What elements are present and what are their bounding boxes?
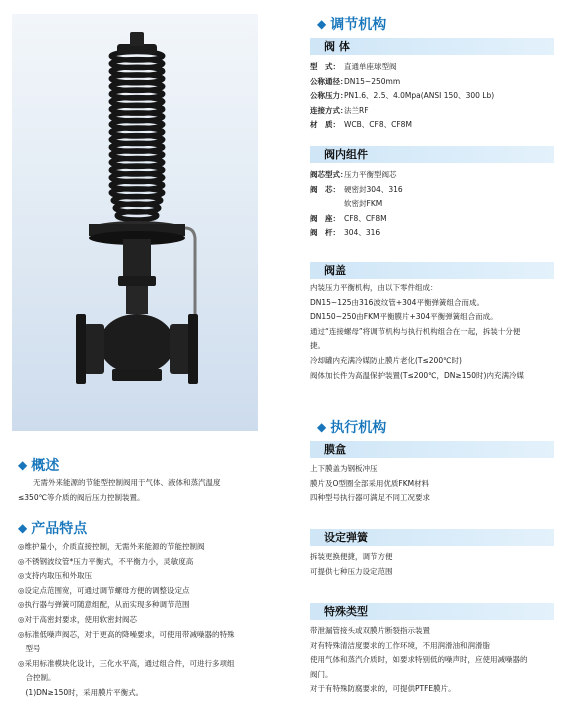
spec-value: CF8、CF8M — [344, 213, 387, 223]
text-line: DN15~125由316波纹管+304平衡弹簧组合而成。 — [310, 297, 484, 307]
text-line: 对有特殊清洁度要求的工作环境，不用润滑油和润滑脂 — [310, 640, 490, 650]
spec-value: PN1.6、2.5、4.0Mpa(ANSI 150、300 Lb) — [344, 91, 495, 101]
text-line: ◎执行器与弹簧可随意组配，从而实现多种调节范围 — [18, 600, 190, 610]
text-line: ≤350℃等介质的阀后压力控制装置。 — [18, 492, 145, 502]
section-features-title: 产品特点 — [31, 521, 88, 537]
spec-value: 直通单座球型阀 — [344, 62, 397, 71]
spec-label: 材 质： — [310, 120, 340, 130]
text-line: 使用气体和蒸汽介质时，如要求特别低的噪声时，应使用减噪器的 — [310, 655, 528, 665]
text-line: 带泄漏管接头或双膜片断裂指示装置 — [310, 626, 430, 635]
text-line: (1)DN≥150时，采用膜片平衡式。 — [18, 687, 144, 697]
spring-coils — [111, 52, 163, 220]
features-list — [18, 540, 235, 701]
valve-illustration — [12, 14, 258, 431]
text-line: 冷却罐内充满冷媒防止膜片老化(T≤200℃时) — [310, 355, 462, 365]
spec-row — [310, 183, 403, 198]
text-line: ◎标准低噪声阀芯，对于更高的降噪要求，可使用带减噪器的特殊 — [18, 629, 235, 639]
spec-value: 304、316 — [344, 228, 381, 238]
section-actuator-title: 执行机构 — [330, 420, 387, 436]
body-bar: 阀 体 — [310, 38, 554, 55]
spec-label: 阀 座： — [310, 213, 340, 223]
text-line: 可提供七种压力设定范围 — [310, 566, 393, 576]
spec-value: 压力平衡型阀芯 — [344, 170, 397, 179]
text-line: ◎对于高密封要求，使用软密封阀芯 — [18, 614, 138, 624]
spec-row — [310, 226, 403, 241]
spec-label: 阀 杆： — [310, 228, 340, 238]
spec-value: 硬密封304、316 — [344, 184, 403, 194]
spec-row — [310, 75, 494, 90]
spec-value: 法兰RF — [344, 105, 369, 115]
product-photo — [12, 14, 258, 431]
spec-label — [310, 197, 344, 212]
spec-row — [310, 197, 403, 212]
spec-label: 公称通径： — [310, 76, 348, 86]
diamond-icon: ◆ — [18, 521, 28, 535]
spec-value: DN15~250mm — [344, 76, 401, 86]
text-line: 拆装更换便捷，调节方便 — [310, 552, 393, 561]
text-line: 四种型号执行器可满足不同工况要求 — [310, 493, 430, 503]
text-line: ◎维护量小，介质直接控制，无需外来能源的节能控制阀 — [18, 542, 205, 551]
text-line: 通过“连接螺母”将调节机构与执行机构组合在一起，拆装十分便 — [310, 326, 521, 336]
section-overview-title: 概述 — [31, 458, 60, 474]
text-line: 无需外来能源的节能型控制阀用于气体、液体和蒸汽温度 — [18, 478, 221, 487]
spec-row — [310, 168, 403, 183]
spec-row — [310, 212, 403, 227]
spec-row — [310, 89, 494, 104]
spring-bar: 设定弹簧 — [310, 529, 554, 546]
spec-label: 阀芯型式： — [310, 170, 348, 179]
spec-value: WCB、CF8、CF8M — [344, 120, 412, 130]
text-line: 合控制。 — [18, 673, 56, 683]
spec-row — [310, 104, 494, 119]
diamond-icon: ◆ — [317, 420, 327, 434]
special-bar: 特殊类型 — [310, 603, 554, 620]
text-line: 上下膜盖为钢板冲压 — [310, 464, 378, 473]
section-overview — [18, 455, 59, 475]
diamond-icon: ◆ — [317, 17, 327, 31]
diamond-icon: ◆ — [18, 458, 28, 472]
special-text — [310, 624, 528, 697]
text-line: 阀体加长件为高温保护装置(T≤200℃，DN≥150时)内充满冷媒 — [310, 370, 524, 380]
spring-text — [310, 550, 393, 579]
text-line: 内装压力平衡机构，由以下零件组成： — [310, 283, 438, 292]
body-specs — [310, 60, 494, 133]
spec-label: 连接方式： — [310, 105, 348, 115]
spec-row — [310, 60, 494, 75]
text-line: DN150~250由FKM平衡膜片+304平衡弹簧组合而成。 — [310, 312, 498, 322]
text-line: 膜片及O型圈全部采用优质FKM材料 — [310, 478, 430, 488]
text-line: 捷。 — [310, 341, 325, 351]
trim-specs — [310, 168, 403, 241]
bonnet-bar: 阀盖 — [310, 262, 554, 279]
trim-bar: 阀内组件 — [310, 146, 554, 163]
section-regulating — [317, 14, 386, 34]
spec-label: 公称压力： — [310, 91, 348, 101]
spec-label: 型 式： — [310, 62, 340, 71]
section-regulating-title: 调节机构 — [330, 17, 387, 33]
text-line: 阀门。 — [310, 669, 333, 679]
overview-text — [18, 476, 221, 505]
text-line: ◎不锈钢波纹管*压力平衡式，不平衡力小，灵敏度高 — [18, 556, 194, 566]
text-line: ◎设定点范围宽，可通过调节螺母方便的调整设定点 — [18, 585, 190, 595]
bonnet-text — [310, 281, 524, 383]
diaphragm-text — [310, 462, 430, 506]
text-line: 对于有特殊防腐要求的，可提供PTFE膜片。 — [310, 684, 456, 694]
spec-row — [310, 118, 494, 133]
spec-label: 阀 芯： — [310, 184, 340, 194]
text-line: ◎支持内取压和外取压 — [18, 571, 93, 581]
diaphragm-bar: 膜盒 — [310, 441, 554, 458]
section-features — [18, 518, 87, 538]
text-line: ◎采用标准模块化设计，三化水平高，通过组合件，可进行多项组 — [18, 658, 235, 668]
spec-value: 软密封FKM — [344, 199, 383, 209]
section-actuator — [317, 417, 386, 437]
text-line: 型号 — [18, 644, 41, 654]
